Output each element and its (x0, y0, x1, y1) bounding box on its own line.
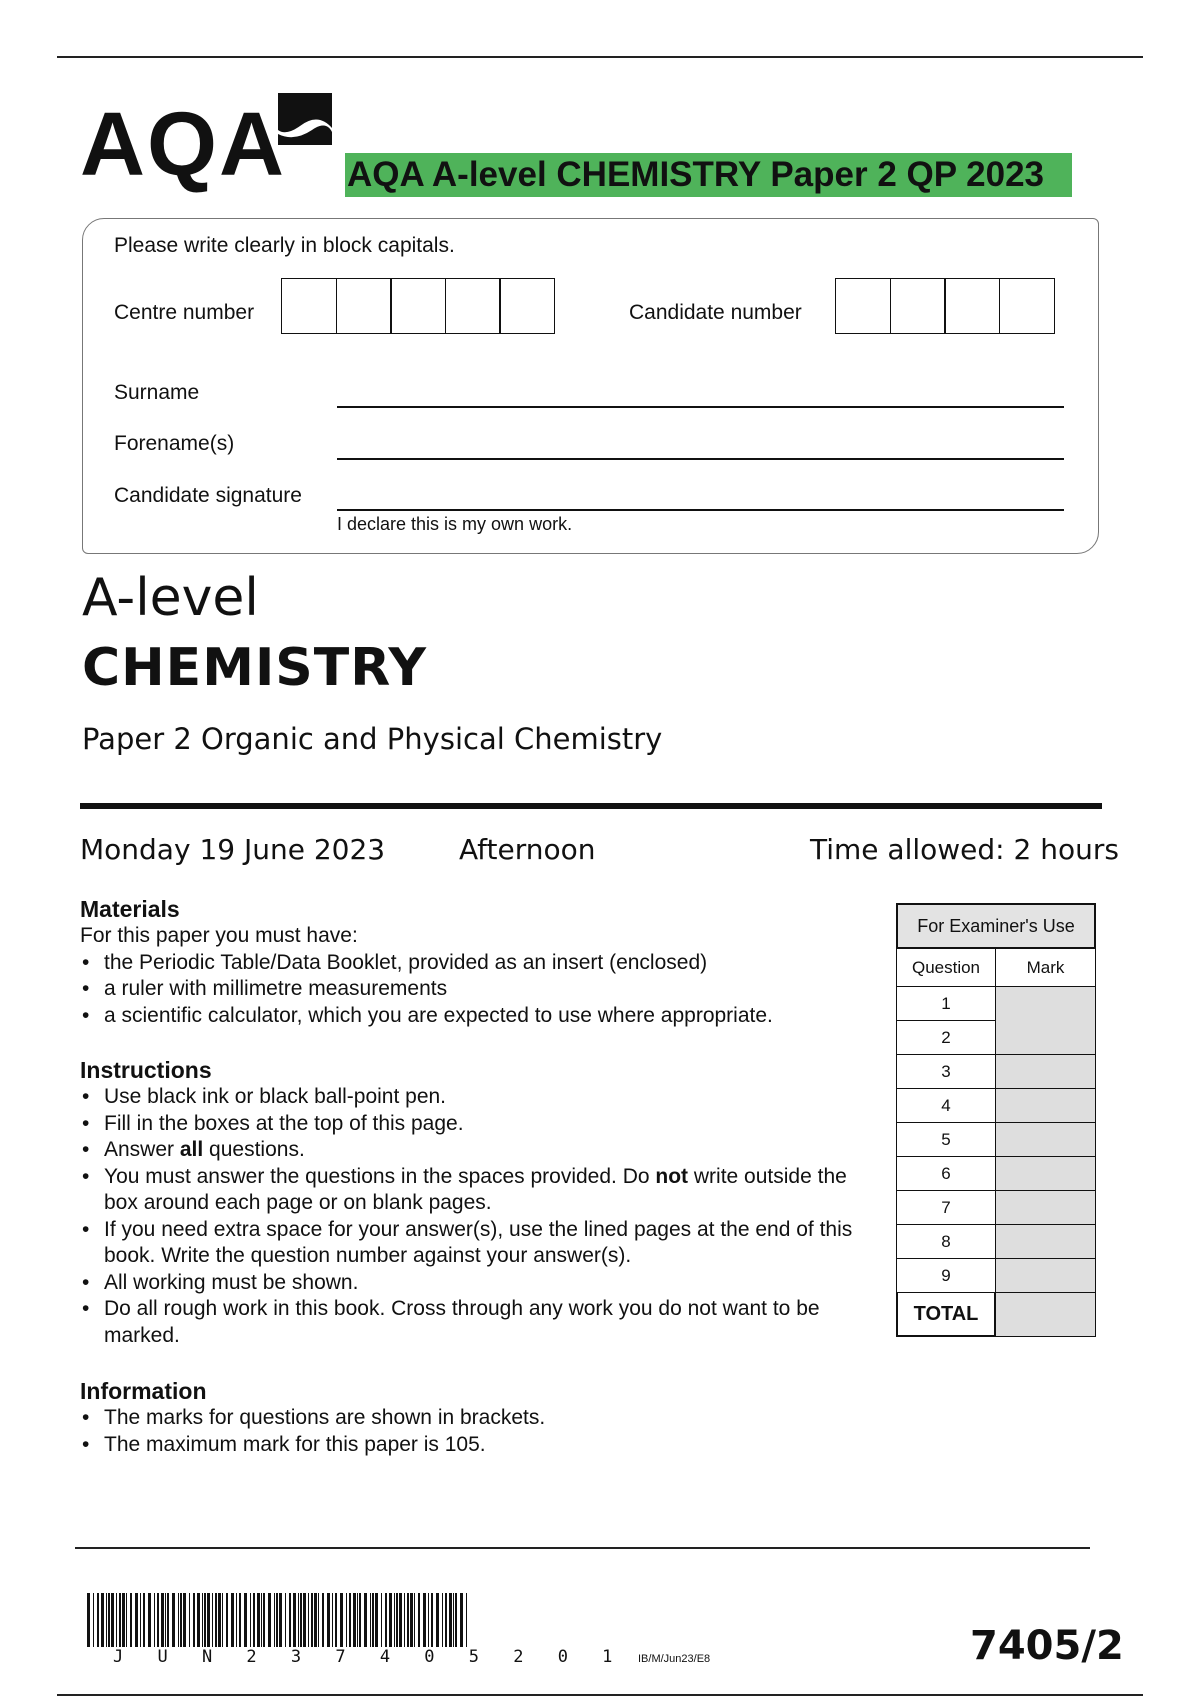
barcode-bar (399, 1593, 402, 1647)
mark-column-header: Mark (996, 949, 1096, 987)
barcode-bar (183, 1593, 186, 1647)
barcode-bar (407, 1593, 409, 1647)
list-item: • Fill in the boxes at the top of this page. (80, 1111, 870, 1138)
barcode-bar (346, 1593, 347, 1647)
barcode-bar (239, 1593, 241, 1647)
barcode-bar (285, 1593, 286, 1647)
logo-text: AQA (80, 95, 286, 195)
barcode-bar (197, 1593, 200, 1647)
barcode-bar (167, 1593, 169, 1647)
candidate-number-label: Candidate number (629, 301, 802, 324)
barcode-bar (263, 1593, 265, 1647)
instructions-section (80, 1057, 870, 1349)
barcode-bar (396, 1593, 398, 1647)
barcode-bar (466, 1593, 467, 1647)
barcode-bar (335, 1593, 337, 1647)
barcode-bar (357, 1593, 358, 1647)
barcode-bar (148, 1593, 151, 1647)
barcode-bar (126, 1593, 127, 1647)
barcode-bar (218, 1593, 221, 1647)
barcode-bar (93, 1593, 94, 1647)
candidate-number-digit-box[interactable] (999, 278, 1055, 334)
barcode-bar (311, 1593, 313, 1647)
question-number-cell: 4 (896, 1089, 996, 1123)
mark-cell[interactable] (996, 1157, 1096, 1191)
surname-label: Surname (114, 381, 200, 404)
candidate-number-digit-box[interactable] (944, 278, 1000, 334)
signature-field[interactable] (337, 509, 1064, 511)
mark-cell[interactable] (996, 1021, 1096, 1055)
list-item: • You must answer the questions in the spaces provided. Do not write outside the box around each page or on blank pages. (80, 1164, 870, 1217)
barcode-bar (353, 1593, 356, 1647)
barcode-bar (130, 1593, 132, 1647)
footer-rule (75, 1547, 1090, 1549)
barcode-bar (261, 1593, 262, 1647)
barcode-bar (423, 1593, 426, 1647)
barcode-bar (453, 1593, 454, 1647)
list-item: • The maximum mark for this paper is 105. (80, 1432, 880, 1459)
barcode-bar (236, 1593, 237, 1647)
mark-cell[interactable] (996, 1259, 1096, 1293)
question-number-cell: 9 (896, 1259, 996, 1293)
total-label-cell: TOTAL (896, 1293, 996, 1337)
exam-session: Afternoon (459, 833, 596, 866)
barcode-bar (253, 1593, 255, 1647)
signature-label: Candidate signature (114, 484, 302, 507)
barcode-bar (293, 1593, 296, 1647)
barcode-icon (85, 1593, 470, 1647)
barcode-bar (314, 1593, 317, 1647)
barcode-bar (279, 1593, 282, 1647)
barcode-bar (289, 1593, 291, 1647)
barcode-bar (189, 1593, 190, 1647)
barcode-bar (410, 1593, 413, 1647)
barcode-bar (222, 1593, 223, 1647)
barcode-bar (274, 1593, 275, 1647)
mark-cell[interactable] (996, 1225, 1096, 1259)
barcode-bar (161, 1593, 164, 1647)
question-number-cell: 7 (896, 1191, 996, 1225)
barcode-bar (244, 1593, 247, 1647)
paper-title: Paper 2 Organic and Physical Chemistry (82, 722, 663, 756)
barcode-bar (215, 1593, 217, 1647)
barcode-bar (157, 1593, 159, 1647)
centre-number-digit-box[interactable] (499, 278, 555, 334)
question-number-cell: 6 (896, 1157, 996, 1191)
barcode-bar (418, 1593, 420, 1647)
paper-code: 7405/2 (970, 1623, 1124, 1669)
barcode-bar (404, 1593, 405, 1647)
barcode-bar (318, 1593, 319, 1647)
question-number-cell: 3 (896, 1055, 996, 1089)
barcode-bar (359, 1593, 361, 1647)
surname-field[interactable] (337, 406, 1064, 408)
barcode-bar (431, 1593, 433, 1647)
barcode-bar (298, 1593, 299, 1647)
barcode-bar (193, 1593, 195, 1647)
barcode-bar (178, 1593, 179, 1647)
question-number-cell: 1 (896, 987, 996, 1021)
barcode-bar (449, 1593, 452, 1647)
question-column-header: Question (896, 949, 996, 987)
barcode-bar (460, 1593, 463, 1647)
top-rule (57, 56, 1143, 58)
barcode-bar (385, 1593, 387, 1647)
barcode-bar (111, 1593, 114, 1647)
barcode-bar (250, 1593, 251, 1647)
barcode-bar (143, 1593, 145, 1647)
barcode-bar (87, 1593, 90, 1647)
barcode-bar (122, 1593, 125, 1647)
barcode-bar (204, 1593, 206, 1647)
barcode-bar (97, 1593, 99, 1647)
barcode-bar (257, 1593, 260, 1647)
list-item: • Answer all questions. (80, 1137, 870, 1164)
candidate-number-boxes[interactable] (835, 278, 1053, 334)
barcode-bar (303, 1593, 306, 1647)
barcode-bar (445, 1593, 447, 1647)
examiner-table-heading: For Examiner's Use (896, 903, 1096, 949)
barcode-bar (119, 1593, 121, 1647)
barcode-bar (375, 1593, 378, 1647)
mark-cell[interactable] (996, 987, 1096, 1021)
barcode-bar (135, 1593, 138, 1647)
logo-mark-icon (278, 93, 332, 145)
barcode-bar (202, 1593, 203, 1647)
list-item: • Use black ink or black ball-point pen. (80, 1084, 870, 1111)
barcode-bar (381, 1593, 382, 1647)
list-item: • All working must be shown. (80, 1270, 870, 1297)
barcode-bar (180, 1593, 182, 1647)
qualification-level: A-level (82, 568, 259, 628)
title-divider (80, 803, 1102, 809)
barcode-bar (165, 1593, 166, 1647)
mark-cell[interactable] (996, 1123, 1096, 1157)
candidate-number-digit-box[interactable] (835, 278, 891, 334)
barcode-bar (394, 1593, 395, 1647)
list-item: • Do all rough work in this book. Cross through any work you do not want to be marked. (80, 1296, 870, 1349)
barcode-bar (212, 1593, 213, 1647)
barcode-bar (140, 1593, 141, 1647)
forenames-field[interactable] (337, 458, 1064, 460)
information-list (80, 1405, 880, 1458)
barcode-bar (108, 1593, 110, 1647)
list-item: • The marks for questions are shown in brackets. (80, 1405, 880, 1432)
barcode-bar (428, 1593, 429, 1647)
centre-number-digit-box[interactable] (390, 278, 446, 334)
barcode-bar (436, 1593, 439, 1647)
centre-number-digit-box[interactable] (281, 278, 337, 334)
block-capitals-instruction: Please write clearly in block capitals. (114, 234, 455, 257)
declaration-text: I declare this is my own work. (337, 514, 573, 534)
barcode-bar (116, 1593, 117, 1647)
barcode-bar (276, 1593, 278, 1647)
barcode-bar (154, 1593, 155, 1647)
materials-section (80, 896, 880, 1029)
information-heading: Information (80, 1378, 207, 1404)
barcode-bar (389, 1593, 392, 1647)
paper-reference: IB/M/Jun23/E8 (638, 1653, 711, 1665)
barcode-bar (340, 1593, 343, 1647)
barcode-bar (332, 1593, 333, 1647)
materials-heading: Materials (80, 896, 180, 922)
barcode-bar (455, 1593, 457, 1647)
barcode-bar (106, 1593, 107, 1647)
barcode-bar (268, 1593, 271, 1647)
barcode-bar (226, 1593, 228, 1647)
barcode-bar (172, 1593, 175, 1647)
total-mark-cell[interactable] (996, 1293, 1096, 1337)
forenames-label: Forename(s) (114, 432, 235, 455)
barcode-bar (349, 1593, 351, 1647)
candidate-number-digit-box[interactable] (890, 278, 946, 334)
exam-date: Monday 19 June 2023 (80, 833, 386, 866)
examiner-use-table (896, 903, 1096, 1337)
barcode-bar (442, 1593, 443, 1647)
centre-number-digit-box[interactable] (336, 278, 392, 334)
centre-number-digit-box[interactable] (445, 278, 501, 334)
subject-title: CHEMISTRY (82, 638, 428, 698)
barcode-bar (231, 1593, 234, 1647)
list-item: • a scientific calculator, which you are expected to use where appropriate. (80, 1003, 880, 1030)
materials-intro: For this paper you must have: (80, 924, 358, 947)
instructions-list (80, 1084, 870, 1349)
barcode-bar (207, 1593, 210, 1647)
barcode-bar (364, 1593, 367, 1647)
barcode-bar (308, 1593, 309, 1647)
barcode-bar (322, 1593, 324, 1647)
barcode-bar (327, 1593, 330, 1647)
information-section (80, 1378, 880, 1458)
bottom-rule (57, 1694, 1143, 1696)
list-item: • If you need extra space for your answer(s), use the lined pages at the end of this book. Write the question number against your answer(s). (80, 1217, 870, 1270)
barcode-bar (370, 1593, 371, 1647)
barcode-bar (372, 1593, 374, 1647)
barcode-bar (414, 1593, 415, 1647)
question-number-cell: 2 (896, 1021, 996, 1055)
centre-number-boxes[interactable] (281, 278, 554, 334)
instructions-heading: Instructions (80, 1057, 212, 1083)
list-item: • the Periodic Table/Data Booklet, provided as an insert (enclosed) (80, 950, 880, 977)
barcode-bar (101, 1593, 104, 1647)
list-item: • a ruler with millimetre measurements (80, 976, 880, 1003)
paper-title-banner: AQA A-level CHEMISTRY Paper 2 QP 2023 (345, 153, 1072, 197)
materials-list (80, 950, 880, 1030)
mark-cell[interactable] (996, 1055, 1096, 1089)
time-allowed: Time allowed: 2 hours (810, 833, 1119, 866)
mark-cell[interactable] (996, 1089, 1096, 1123)
mark-cell[interactable] (996, 1191, 1096, 1225)
barcode-text: J U N 2 3 7 4 0 5 2 0 1 (113, 1647, 625, 1667)
question-number-cell: 8 (896, 1225, 996, 1259)
barcode-bar (300, 1593, 302, 1647)
centre-number-label: Centre number (114, 301, 255, 324)
question-number-cell: 5 (896, 1123, 996, 1157)
